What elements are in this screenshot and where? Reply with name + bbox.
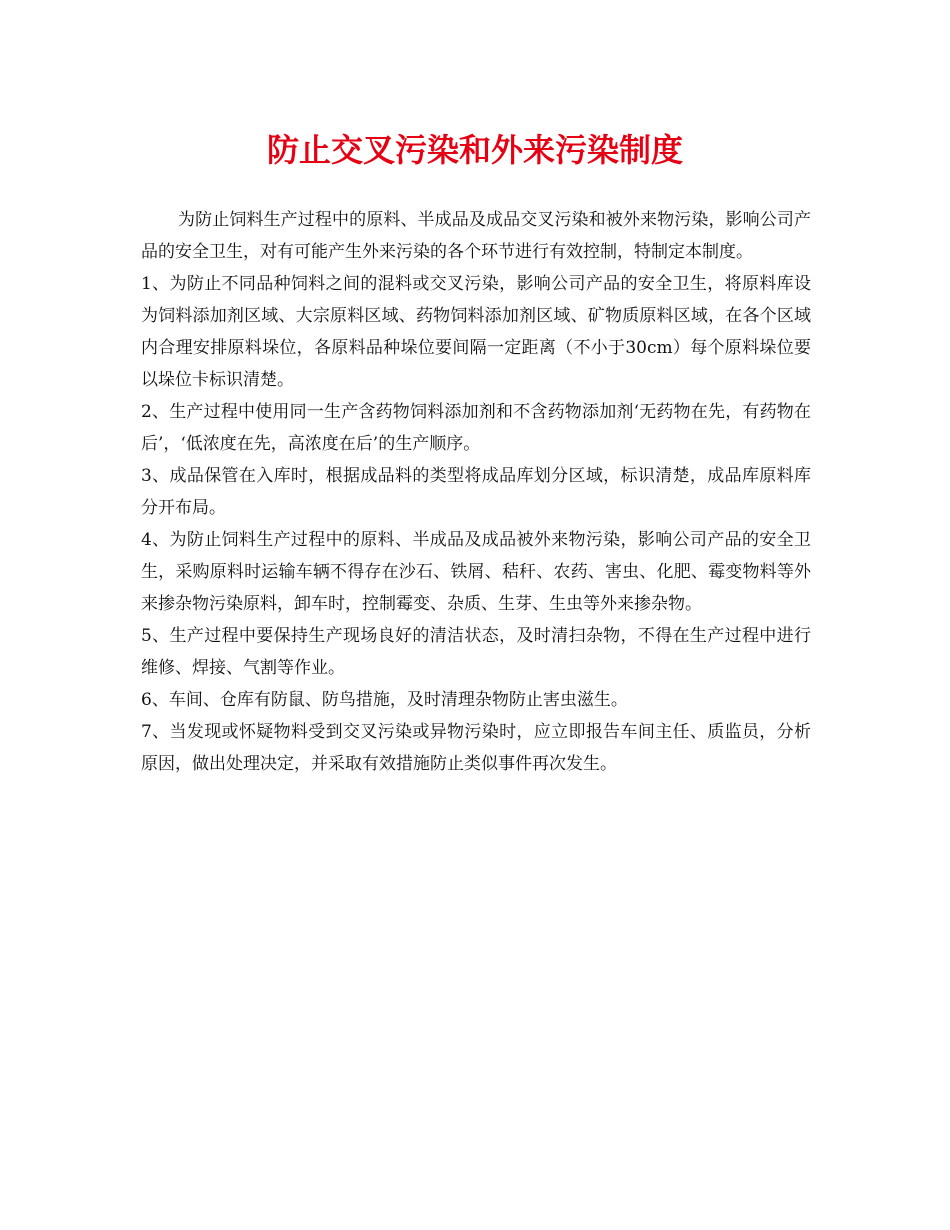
- rule-item-2: 2、生产过程中使用同一生产含药物饲料添加剂和不含药物添加剂‘无药物在先，有药物在后’，‘低浓度在先，高浓度在后’的生产顺序。: [141, 402, 811, 454]
- rule-item-5: 5、生产过程中要保持生产现场良好的清洁状态，及时清扫杂物，不得在生产过程中进行维修、焊接、气割等作业。: [141, 626, 811, 678]
- document-title: 防止交叉污染和外来污染制度: [266, 131, 683, 169]
- rule-item-4: 4、为防止饲料生产过程中的原料、半成品及成品被外来物污染，影响公司产品的安全卫生，采购原料时运输车辆不得存在沙石、铁屑、秸秆、农药、害虫、化肥、霉变物料等外来掺杂物污染原料，卸车时，控制霉变、杂质、生芽、生虫等外来掺杂物。: [141, 530, 811, 614]
- rule-item-1: 1、为防止不同品种饲料之间的混料或交叉污染，影响公司产品的安全卫生，将原料库设为饲料添加剂区域、大宗原料区域、药物饲料添加剂区域、矿物质原料区域，在各个区域内合理安排原料垛位，各原料品种垛位要间隔一定距离（不小于30cm）每个原料垛位要以垛位卡标识清楚。: [141, 274, 811, 390]
- intro-paragraph: 为防止饲料生产过程中的原料、半成品及成品交叉污染和被外来物污染，影响公司产品的安全卫生，对有可能产生外来污染的各个环节进行有效控制，特制定本制度。: [141, 210, 811, 262]
- rule-item-6: 6、车间、仓库有防鼠、防鸟措施，及时清理杂物防止害虫滋生。: [141, 690, 628, 710]
- document-body: [141, 204, 811, 780]
- rule-item-3: 3、成品保管在入库时，根据成品料的类型将成品库划分区域，标识清楚，成品库原料库分开布局。: [141, 466, 811, 518]
- rule-item-7: 7、当发现或怀疑物料受到交叉污染或异物污染时，应立即报告车间主任、质监员，分析原因，做出处理决定，并采取有效措施防止类似事件再次发生。: [141, 722, 811, 774]
